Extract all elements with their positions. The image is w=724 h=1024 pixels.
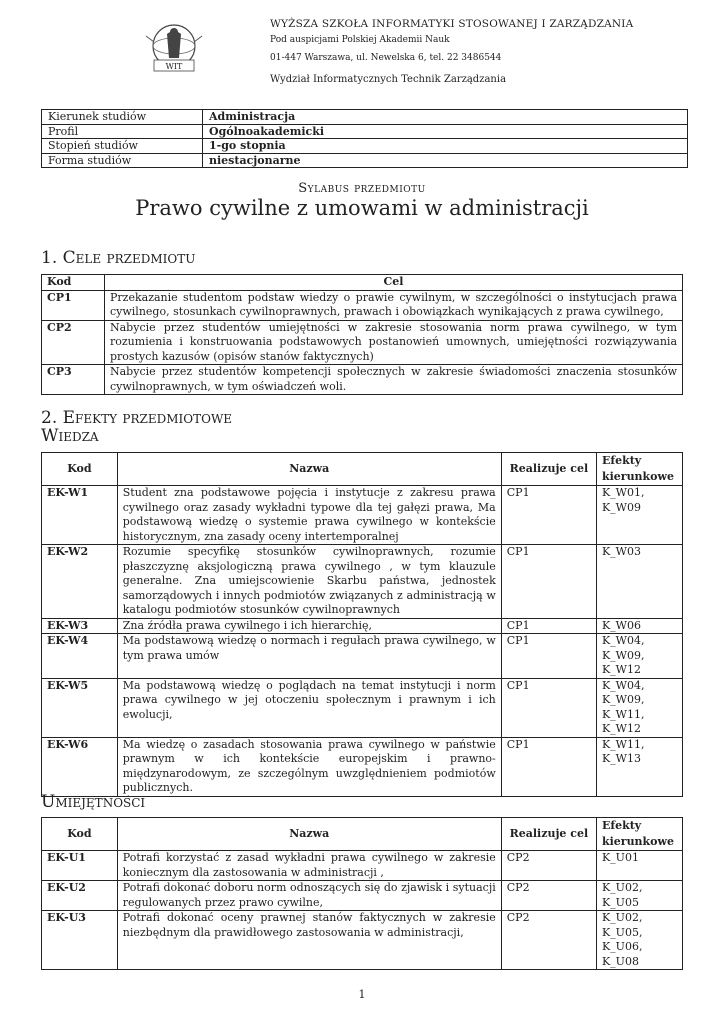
table-row: [42, 290, 683, 320]
cel-kod: CP1: [42, 290, 105, 320]
efekt-nazwa: Rozumie specyfikę stosunków cywilnoprawnych, rozumie płaszczyznę aksjologiczną prawa cywilnego , w tym klauzule generalne. Zna umiejscowienie Skarbu państwa, jednostek samorządowych i innych podmiotów związanych z administracją w katalogu podmiotów stosunków cywilnoprawnych: [117, 545, 501, 619]
logo-text: WIT: [165, 62, 183, 71]
meta-value: Ogólnoakademicki: [203, 124, 688, 139]
efekt-realizuje: CP2: [501, 911, 596, 970]
meta-value: Administracja: [203, 110, 688, 125]
umiejetnosci-table: [41, 817, 683, 970]
table-row: [42, 678, 683, 737]
cel-kod: CP2: [42, 320, 105, 365]
efekt-realizuje: CP2: [501, 851, 596, 881]
efekt-realizuje: CP1: [501, 634, 596, 679]
efekt-kod: EK-U3: [42, 911, 118, 970]
efekt-kierunkowe: K_U02, K_U05, K_U06, K_U08: [596, 911, 682, 970]
table-row: [42, 110, 688, 125]
table-row: [42, 737, 683, 796]
efekt-kod: EK-U2: [42, 881, 118, 911]
col-header-kod: Kod: [42, 453, 118, 486]
syllabus-subtitle: Sylabus przedmiotu: [298, 181, 426, 196]
col-header-efekty: Efekty kierunkowe: [596, 453, 682, 486]
efekt-kod: EK-W6: [42, 737, 118, 796]
table-row: [42, 365, 683, 395]
efekt-kod: EK-W5: [42, 678, 118, 737]
table-header-row: [42, 453, 683, 486]
efekt-nazwa: Potrafi dokonać doboru norm odnoszących się do zjawisk i sytuacji regulowanych przez prawo cywilne,: [117, 881, 501, 911]
table-header-row: [42, 818, 683, 851]
table-header-row: [42, 275, 683, 291]
cel-text: Nabycie przez studentów kompetencji społecznych w zakresie świadomości znaczenia stosunków cywilnoprawnych, w tym oświadczeń woli.: [105, 365, 683, 395]
efekt-kod: EK-U1: [42, 851, 118, 881]
efekt-kierunkowe: K_W04, K_W09, K_W11, K_W12: [596, 678, 682, 737]
section-heading-efekty: 2. Efekty przedmiotowe: [41, 408, 233, 428]
wiedza-table: [41, 452, 683, 797]
meta-label: Kierunek studiów: [42, 110, 203, 125]
col-header-nazwa: Nazwa: [117, 818, 501, 851]
col-header-efekty: Efekty kierunkowe: [596, 818, 682, 851]
efekt-kod: EK-W4: [42, 634, 118, 679]
col-header-cel: Cel: [105, 275, 683, 291]
efekt-kierunkowe: K_W01, K_W09: [596, 486, 682, 545]
table-row: [42, 486, 683, 545]
efekt-kod: EK-W3: [42, 618, 118, 634]
meta-label: Stopień studiów: [42, 139, 203, 154]
table-row: [42, 634, 683, 679]
efekt-kierunkowe: K_W03: [596, 545, 682, 619]
col-header-realizuje: Realizuje cel: [501, 453, 596, 486]
efekt-realizuje: CP1: [501, 618, 596, 634]
subsection-heading-umiejetnosci: Umiejętności: [41, 792, 146, 812]
cele-table: [41, 274, 683, 395]
table-row: [42, 139, 688, 154]
efekt-kod: EK-W2: [42, 545, 118, 619]
table-row: [42, 881, 683, 911]
page-title: Prawo cywilne z umowami w administracji: [135, 196, 589, 220]
efekt-realizuje: CP2: [501, 881, 596, 911]
meta-value: 1-go stopnia: [203, 139, 688, 154]
efekt-nazwa: Student zna podstawowe pojęcia i instytucje z zakresu prawa cywilnego oraz zasady wykładni typowe dla tej gałęzi prawa, Ma podstawową wiedzę o systemie prawa cywilnego w kontekście historycznym, zna zasady oceny intertemporalnej: [117, 486, 501, 545]
section-heading-cele: 1. Cele przedmiotu: [41, 248, 196, 268]
efekt-nazwa: Zna źródła prawa cywilnego i ich hierarchię,: [117, 618, 501, 634]
efekt-kierunkowe: K_W04, K_W09, K_W12: [596, 634, 682, 679]
patronage: Pod auspicjami Polskiej Akademii Nauk: [270, 35, 450, 45]
subsection-heading-wiedza: Wiedza: [41, 426, 99, 446]
efekt-realizuje: CP1: [501, 678, 596, 737]
efekt-kod: EK-W1: [42, 486, 118, 545]
efekt-nazwa: Ma podstawową wiedzę o normach i regułach prawa cywilnego, w tym prawa umów: [117, 634, 501, 679]
efekt-nazwa: Ma wiedzę o zasadach stosowania prawa cywilnego w państwie prawnym w ich kontekście europejskim i prawno-międzynarodowym, ze szczególnym uwzględnieniem podmiotów publicznych.: [117, 737, 501, 796]
efekt-realizuje: CP1: [501, 545, 596, 619]
meta-label: Profil: [42, 124, 203, 139]
efekt-kierunkowe: K_W06: [596, 618, 682, 634]
cel-text: Przekazanie studentom podstaw wiedzy o prawie cywilnym, w szczególności o instytucjach prawa cywilnego, stosunkach cywilnoprawnych, prawach i obowiązkach wynikających z prawa cywilnego,: [105, 290, 683, 320]
col-header-realizuje: Realizuje cel: [501, 818, 596, 851]
efekt-nazwa: Potrafi dokonać oceny prawnej stanów faktycznych w zakresie niezbędnym dla prawidłowego zastosowania w administracji,: [117, 911, 501, 970]
address: 01-447 Warszawa, ul. Newelska 6, tel. 22 3486544: [270, 53, 502, 63]
efekt-kierunkowe: K_U02, K_U05: [596, 881, 682, 911]
efekt-realizuje: CP1: [501, 737, 596, 796]
department: Wydział Informatycznych Technik Zarządzania: [270, 74, 507, 85]
institution-name: WYŻSZA SZKOŁA INFORMATYKI STOSOWANEJ I ZARZĄDZANIA: [270, 18, 634, 30]
col-header-kod: Kod: [42, 818, 118, 851]
page-number: 1: [358, 988, 366, 1001]
table-row: [42, 153, 688, 168]
meta-label: Forma studiów: [42, 153, 203, 168]
table-row: [42, 124, 688, 139]
table-row: [42, 545, 683, 619]
efekt-nazwa: Potrafi korzystać z zasad wykładni prawa cywilnego w zakresie koniecznym dla zastosowania w administracji ,: [117, 851, 501, 881]
institution-header: [270, 18, 633, 86]
cel-kod: CP3: [42, 365, 105, 395]
table-row: [42, 320, 683, 365]
table-row: [42, 851, 683, 881]
table-row: [42, 618, 683, 634]
table-row: [42, 911, 683, 970]
meta-value: niestacjonarne: [203, 153, 688, 168]
col-header-nazwa: Nazwa: [117, 453, 501, 486]
cel-text: Nabycie przez studentów umiejętności w zakresie stosowania norm prawa cywilnego, w tym rozumienia i konstruowania podstawowych postanowień umownych, umiejętności rozwiązywania prostych kazusów (opisów stanów faktycznych): [105, 320, 683, 365]
efekt-kierunkowe: K_W11, K_W13: [596, 737, 682, 796]
col-header-kod: Kod: [42, 275, 105, 291]
efekt-kierunkowe: K_U01: [596, 851, 682, 881]
efekt-nazwa: Ma podstawową wiedzę o poglądach na temat instytucji i norm prawa cywilnego w jej otoczeniu społecznym i prawnym i ich ewolucji,: [117, 678, 501, 737]
university-logo: [140, 20, 212, 76]
study-info-table: [41, 109, 688, 168]
efekt-realizuje: CP1: [501, 486, 596, 545]
